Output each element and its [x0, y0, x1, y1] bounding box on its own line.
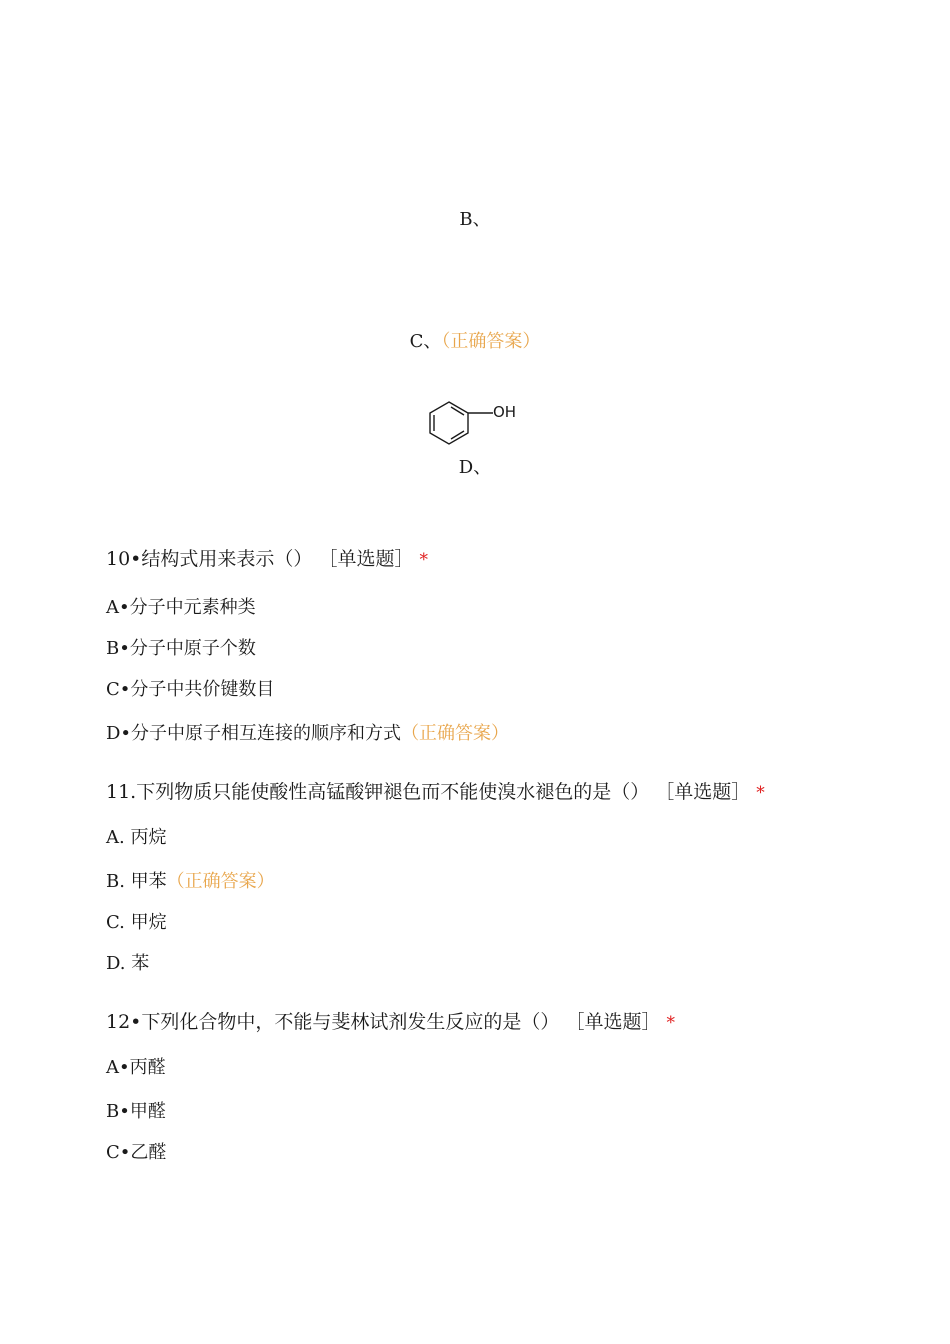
- q12-option-a[interactable]: A•丙醛: [106, 1057, 166, 1078]
- required-mark: *: [419, 550, 428, 570]
- option-label: D、: [458, 457, 492, 478]
- q10-option-c[interactable]: C•分子中共价键数目: [106, 679, 275, 700]
- q10-option-a[interactable]: A•分子中元素种类: [106, 597, 256, 618]
- hydroxyl-label: OH: [493, 403, 517, 421]
- q10-option-d[interactable]: D•分子中原子相互连接的顺序和方式（正确答案）: [106, 723, 510, 744]
- option-b-prev[interactable]: [0, 208, 950, 232]
- correct-answer-tag: （正确答案）: [441, 331, 541, 352]
- option-label: C、: [409, 331, 442, 352]
- question-type-tag: ［单选题］: [565, 1011, 661, 1033]
- question-11-title: 11.下列物质只能使酸性高锰酸钾褪色而不能使溴水褪色的是（） ［单选题］ *: [106, 781, 765, 803]
- q10-option-b[interactable]: B•分子中原子个数: [106, 638, 256, 659]
- q12-option-b[interactable]: B•甲醛: [106, 1101, 166, 1122]
- correct-answer-tag: （正确答案）: [401, 723, 510, 744]
- question-10-title: 10•结构式用来表示（） ［单选题］ *: [106, 548, 428, 570]
- option-d-prev[interactable]: [0, 456, 950, 480]
- required-mark: *: [756, 783, 765, 803]
- correct-answer-tag: （正确答案）: [166, 871, 275, 892]
- q12-option-c[interactable]: C•乙醛: [106, 1142, 167, 1163]
- q11-option-c[interactable]: C. 甲烷: [106, 912, 167, 933]
- q11-option-a[interactable]: A. 丙烷: [106, 827, 167, 848]
- required-mark: *: [666, 1013, 675, 1033]
- question-type-tag: ［单选题］: [655, 781, 751, 803]
- q11-option-b[interactable]: B. 甲苯（正确答案）: [106, 871, 275, 892]
- option-c-prev[interactable]: [0, 330, 950, 354]
- option-label: B、: [459, 209, 491, 230]
- question-type-tag: ［单选题］: [318, 548, 414, 570]
- q11-option-d[interactable]: D. 苯: [106, 953, 150, 974]
- phenol-structure-icon: [420, 392, 525, 454]
- question-12-title: 12•下列化合物中，不能与斐林试剂发生反应的是（） ［单选题］ *: [106, 1011, 675, 1033]
